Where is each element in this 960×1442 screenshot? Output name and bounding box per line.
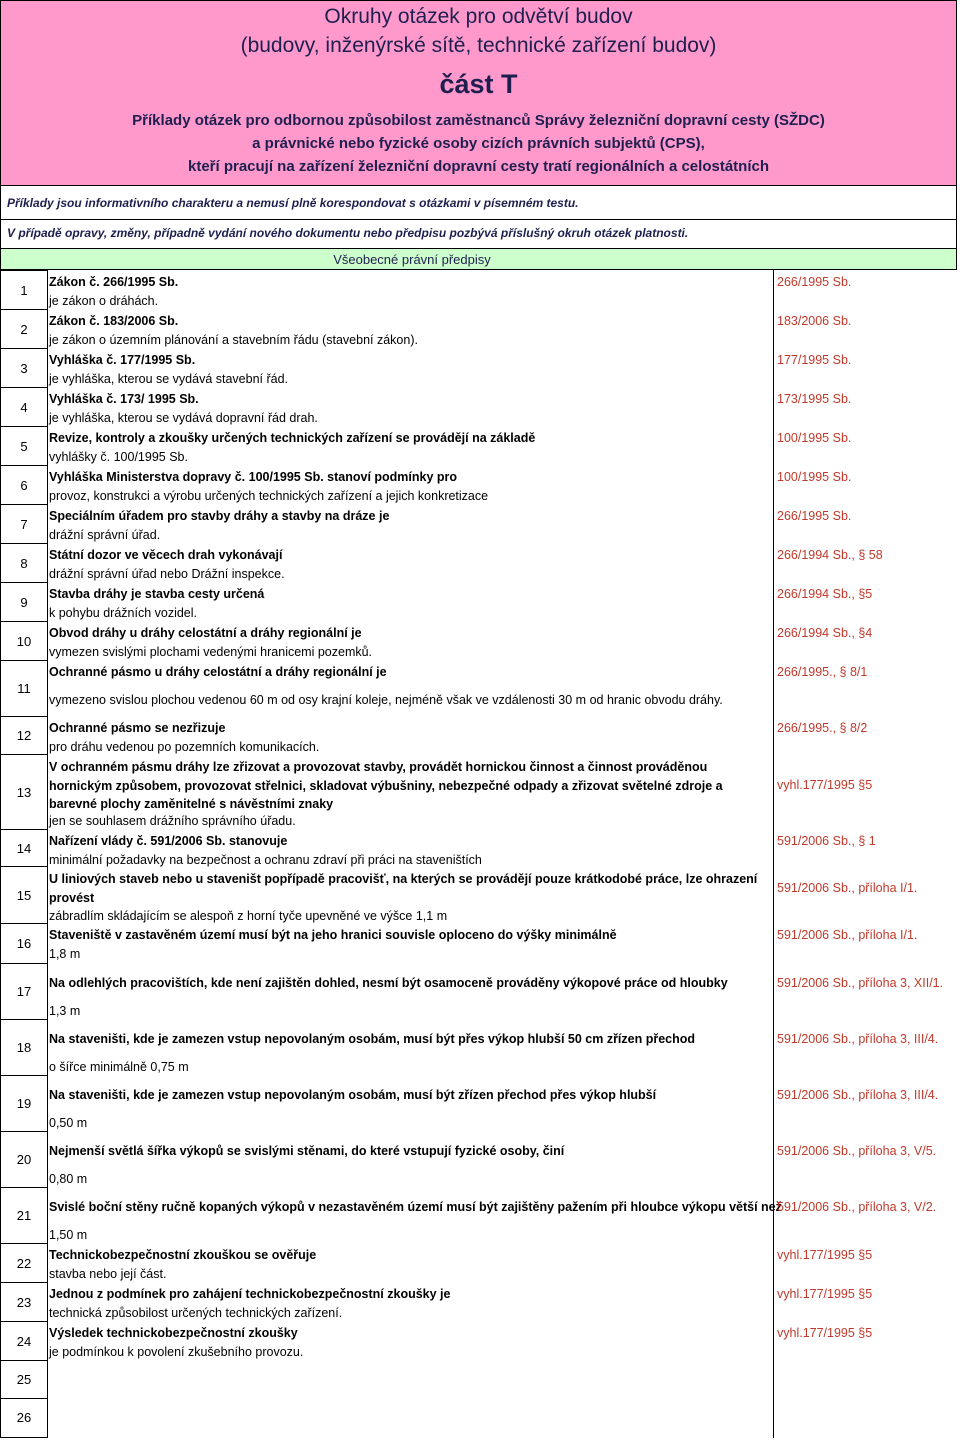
row-number: 7 xyxy=(0,504,48,543)
answer-text: o šířce minimálně 0,75 m xyxy=(49,1060,189,1074)
legal-reference: 266/1995., § 8/2 xyxy=(777,721,868,735)
question-text: Vyhláška Ministerstva dopravy č. 100/1995 Sb. stanoví podmínky pro xyxy=(49,470,458,484)
row-number: 25 xyxy=(0,1360,48,1398)
subtitle-line-1: Příklady otázek pro odbornou způsobilost zaměstnanců Správy železniční dopravní cesty (SŽDC) xyxy=(132,112,825,129)
legal-reference: 591/2006 Sb., příloha 3, V/5. xyxy=(777,1144,937,1158)
table-bottom-border xyxy=(0,1437,48,1438)
legal-reference: 173/1995 Sb. xyxy=(777,392,852,406)
answer-text: minimální požadavky na bezpečnost a ochranu zdraví při práci na staveništích xyxy=(49,853,482,867)
answer-text: pro dráhu vedenou po pozemních komunikacích. xyxy=(49,740,320,754)
row-number: 10 xyxy=(0,621,48,660)
legal-reference: 591/2006 Sb., příloha I/1. xyxy=(777,928,918,942)
legal-reference: 266/1994 Sb., §4 xyxy=(777,626,873,640)
row-number: 13 xyxy=(0,754,48,829)
row-number: 23 xyxy=(0,1282,48,1321)
question-text: Svislé boční stěny ručně kopaných výkopů v nezastavěném území musí být zajištěny pažením při hloubce výkopu větší než xyxy=(49,1200,782,1214)
answer-text: 1,8 m xyxy=(49,947,81,961)
row-number: 4 xyxy=(0,387,48,426)
row-number: 9 xyxy=(0,582,48,621)
answer-text: je zákon o územním plánování a stavebním řádu (stavební zákon). xyxy=(49,333,418,347)
answer-text: je zákon o dráhách. xyxy=(49,294,159,308)
question-text: Technickobezpečnostní zkouškou se ověřuje xyxy=(49,1248,317,1262)
answer-text: drážní správní úřad. xyxy=(49,528,161,542)
legal-reference: 100/1995 Sb. xyxy=(777,470,852,484)
question-text: Revize, kontroly a zkoušky určených technických zařízení se provádějí na základě xyxy=(49,431,536,445)
legal-reference: 591/2006 Sb., příloha I/1. xyxy=(777,881,918,895)
answer-text: stavba nebo její část. xyxy=(49,1267,167,1281)
question-text: Jednou z podmínek pro zahájení technickobezpečnostní zkoušky je xyxy=(49,1287,451,1301)
row-number: 24 xyxy=(0,1321,48,1360)
legal-reference: 266/1994 Sb., § 58 xyxy=(777,548,883,562)
question-text: Nejmenší světlá šířka výkopů se svislými stěnami, do které vstupují fyzické osoby, činí xyxy=(49,1144,565,1158)
question-text: Výsledek technickobezpečnostní zkoušky xyxy=(49,1326,298,1340)
answer-text: drážní správní úřad nebo Drážní inspekce. xyxy=(49,567,285,581)
question-text: Ochranné pásmo u dráhy celostátní a dráhy regionální je xyxy=(49,665,387,679)
question-text: Staveniště v zastavěném území musí být na jeho hranici souvisle oploceno do výšky minimálně xyxy=(49,928,617,942)
row-number: 2 xyxy=(0,309,48,348)
question-text: Nařízení vlády č. 591/2006 Sb. stanovuje xyxy=(49,834,288,848)
answer-text: provoz, konstrukci a výrobu určených technických zařízení a jejich konkretizace xyxy=(49,489,489,503)
row-number: 1 xyxy=(0,270,48,309)
row-number: 16 xyxy=(0,923,48,963)
subtitle-line-3: kteří pracují na zařízení železniční dopravní cesty tratí regionálních a celostátních xyxy=(187,158,769,175)
row-number: 15 xyxy=(0,866,48,923)
answer-text: 1,50 m xyxy=(49,1228,88,1242)
answer-text: vymezen svislými plochami vedenými hranicemi pozemků. xyxy=(49,645,373,659)
legal-reference: 266/1995 Sb. xyxy=(777,275,852,289)
question-text: Na staveništi, kde je zamezen vstup nepovolaným osobám, musí být přes výkop hlubší 50 cm zřízen přechod xyxy=(49,1032,696,1046)
answer-text: je vyhláška, kterou se vydává dopravní řád drah. xyxy=(49,411,318,425)
question-text: Vyhláška č. 173/ 1995 Sb. xyxy=(49,392,199,406)
question-text: Na odlehlých pracovištích, kde není zajištěn dohled, nesmí být osamoceně prováděny výkopové práce od hloubky xyxy=(49,976,728,990)
answer-text: zábradlím skládajícím se alespoň z horní tyče upevněné ve výšce 1,1 m xyxy=(49,909,448,923)
answer-text: je vyhláška, kterou se vydává stavební řád. xyxy=(49,372,289,386)
answer-text: vymezeno svislou plochou vedenou 60 m od osy krajní koleje, nejméně však ve vzdálenosti 30 m od hranic obvodu dráhy. xyxy=(49,693,723,707)
title-line-2: (budovy, inženýrské sítě, technické zařízení budov) xyxy=(240,34,717,57)
answer-text: vyhlášky č. 100/1995 Sb. xyxy=(49,450,188,464)
answer-text: 0,50 m xyxy=(49,1116,88,1130)
row-number: 20 xyxy=(0,1131,48,1187)
answer-text: 1,3 m xyxy=(49,1004,81,1018)
legal-reference: vyhl.177/1995 §5 xyxy=(777,1326,873,1340)
legal-reference: 183/2006 Sb. xyxy=(777,314,852,328)
section-title: Všeobecné právní předpisy xyxy=(333,252,491,267)
subtitle-line-2: a právnické nebo fyzické osoby cizích právních subjektů (CPS), xyxy=(252,135,705,152)
question-text: Zákon č. 266/1995 Sb. xyxy=(49,275,179,289)
row-number: 18 xyxy=(0,1019,48,1075)
question-text: Ochranné pásmo se nezřizuje xyxy=(49,721,226,735)
row-number: 21 xyxy=(0,1187,48,1243)
part-title: část T xyxy=(439,69,518,99)
legal-reference: 591/2006 Sb., příloha 3, XII/1. xyxy=(777,976,944,990)
document-header xyxy=(0,0,957,186)
legal-reference: vyhl.177/1995 §5 xyxy=(777,778,873,792)
row-number: 19 xyxy=(0,1075,48,1131)
row-number: 3 xyxy=(0,348,48,387)
legal-reference: 177/1995 Sb. xyxy=(777,353,852,367)
section-header xyxy=(0,249,957,270)
answer-text: k pohybu drážních vozidel. xyxy=(49,606,198,620)
question-text: Speciálním úřadem pro stavby dráhy a stavby na dráze je xyxy=(49,509,390,523)
note-validity: V případě opravy, změny, případně vydání nového dokumentu nebo předpisu pozbývá příslušný okruh otázek platnosti. xyxy=(0,218,957,249)
question-text: U liniových staveb nebo u staveništ popřípadě pracovišť, na kterých se provádějí pouze krátkodobé práce, lze ohrazení provést xyxy=(49,872,758,905)
note-informative: Příklady jsou informativního charakteru a nemusí plně korespondovat s otázkami v písemném testu. xyxy=(0,186,957,220)
legal-reference: 100/1995 Sb. xyxy=(777,431,852,445)
question-text: Státní dozor ve věcech drah vykonávají xyxy=(49,548,283,562)
title-line-1: Okruhy otázek pro odvětví budov xyxy=(324,5,633,28)
answer-text: je podmínkou k povolení zkušebního provozu. xyxy=(49,1345,304,1359)
answer-text: jen se souhlasem drážního správního úřadu. xyxy=(49,814,296,828)
question-text: Zákon č. 183/2006 Sb. xyxy=(49,314,179,328)
legal-reference: 266/1995 Sb. xyxy=(777,509,852,523)
legal-reference: 591/2006 Sb., příloha 3, III/4. xyxy=(777,1088,939,1102)
question-text: V ochranném pásmu dráhy lze zřizovat a provozovat stavby, provádět hornickou činnost a činnost prováděnou hornickým způsobem, provozovat střelnici, skladovat výbušniny, nebezpečné odpady a zřizovat světelné zdroje a barevné plochy zaměnitelné s návěstními znaky xyxy=(49,760,723,811)
question-text: Na staveništi, kde je zamezen vstup nepovolaným osobám, musí být zřízen přechod přes výkop hlubší xyxy=(49,1088,657,1102)
question-text: Obvod dráhy u dráhy celostátní a dráhy regionální je xyxy=(49,626,362,640)
row-number: 11 xyxy=(0,660,48,716)
row-number: 22 xyxy=(0,1243,48,1282)
row-number: 5 xyxy=(0,426,48,465)
legal-reference: vyhl.177/1995 §5 xyxy=(777,1248,873,1262)
row-number: 26 xyxy=(0,1398,48,1435)
legal-reference: 591/2006 Sb., příloha 3, III/4. xyxy=(777,1032,939,1046)
row-number: 14 xyxy=(0,829,48,866)
row-number: 12 xyxy=(0,716,48,754)
legal-reference: 591/2006 Sb., příloha 3, V/2. xyxy=(777,1200,937,1214)
row-number: 17 xyxy=(0,963,48,1019)
question-text: Stavba dráhy je stavba cesty určená xyxy=(49,587,265,601)
answer-text: technická způsobilost určených technických zařízení. xyxy=(49,1306,343,1320)
legal-reference: 591/2006 Sb., § 1 xyxy=(777,834,876,848)
legal-reference: 266/1994 Sb., §5 xyxy=(777,587,873,601)
row-number: 8 xyxy=(0,543,48,582)
answer-text: 0,80 m xyxy=(49,1172,88,1186)
legal-reference: vyhl.177/1995 §5 xyxy=(777,1287,873,1301)
row-number: 6 xyxy=(0,465,48,504)
question-text: Vyhláška č. 177/1995 Sb. xyxy=(49,353,196,367)
legal-reference: 266/1995., § 8/1 xyxy=(777,665,868,679)
